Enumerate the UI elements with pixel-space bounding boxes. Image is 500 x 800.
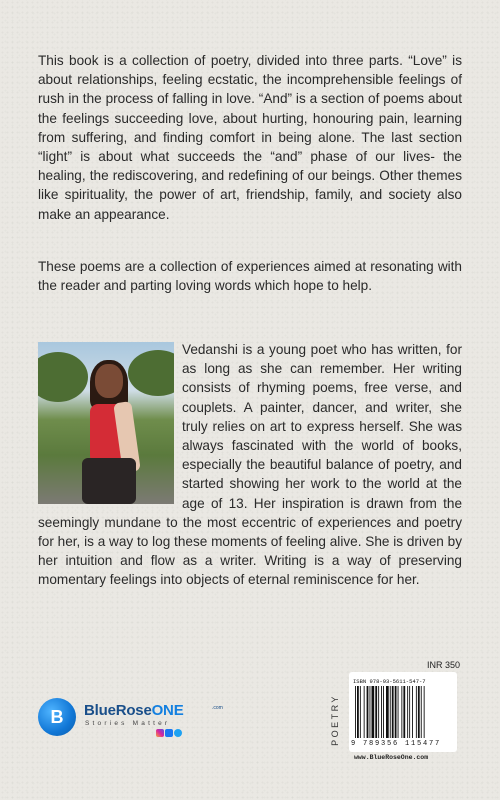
book-description-paragraph-2: These poems are a collection of experiences aimed at resonating with the reader and parting loving words which hope to help. [38, 259, 462, 294]
publisher-name-part1: BlueRose [84, 702, 152, 719]
facebook-icon [165, 729, 173, 737]
isbn-text: ISBN 978-93-5611-547-7 [353, 678, 426, 685]
barcode-icon [353, 686, 453, 738]
publisher-name-part2: ONE [151, 702, 184, 719]
publisher-name [84, 702, 184, 719]
barcode-digits: 9 789356 115477 [351, 740, 442, 748]
author-photo [38, 342, 174, 504]
publisher-domain-suffix: .com [212, 705, 223, 711]
publisher-logo-icon: B [38, 698, 76, 736]
publisher-tagline: Stories Matter [85, 720, 171, 727]
instagram-icon [156, 729, 164, 737]
book-description-paragraph: This book is a collection of poetry, divided into three parts. “Love” is about relationships, feeling ecstatic, the incomprehensible feelings of rush in the process of falling in love. “And” is a section of poems about the feelings succeeding love, about hurting, honouring pain, learning from suffering, and finding comfort in being alone. The last section “light” is about what succeeds the “and” phase of our lives- the healing, the rediscovering, and redefining of our beings. Other themes like spirituality, the power of art, friendship, family, and society also make an appearance. [38, 53, 462, 222]
price-label: INR 350 [427, 660, 461, 670]
publisher-website: www.BlueRoseOne.com [354, 754, 429, 761]
genre-label: POETRY [330, 694, 340, 746]
social-icons [156, 729, 183, 739]
twitter-icon [174, 729, 182, 737]
author-bio-text: Vedanshi is a young poet who has written, for as long as she can remember. Her writing consists of rhyming poems, free verse, and couplets. A painter, dancer, and writer, she truly relies on art to express herself. She was always fascinated with the world of books, especially the beautiful balance of poetry, and started showing her work to the world at the age of 13. Her inspiration is drawn from the seemingly mundane to the most eccentric of experiences and poetry for her, is a way to log these moments of feeling alive. She is driven by her intuition and flow as a writer. Writing is a way of preserving momentary feelings into objects of eternal reminiscence for her. [38, 342, 462, 588]
barcode-box [349, 672, 457, 752]
publisher-logo [38, 696, 238, 746]
author-bio-section [38, 340, 462, 590]
